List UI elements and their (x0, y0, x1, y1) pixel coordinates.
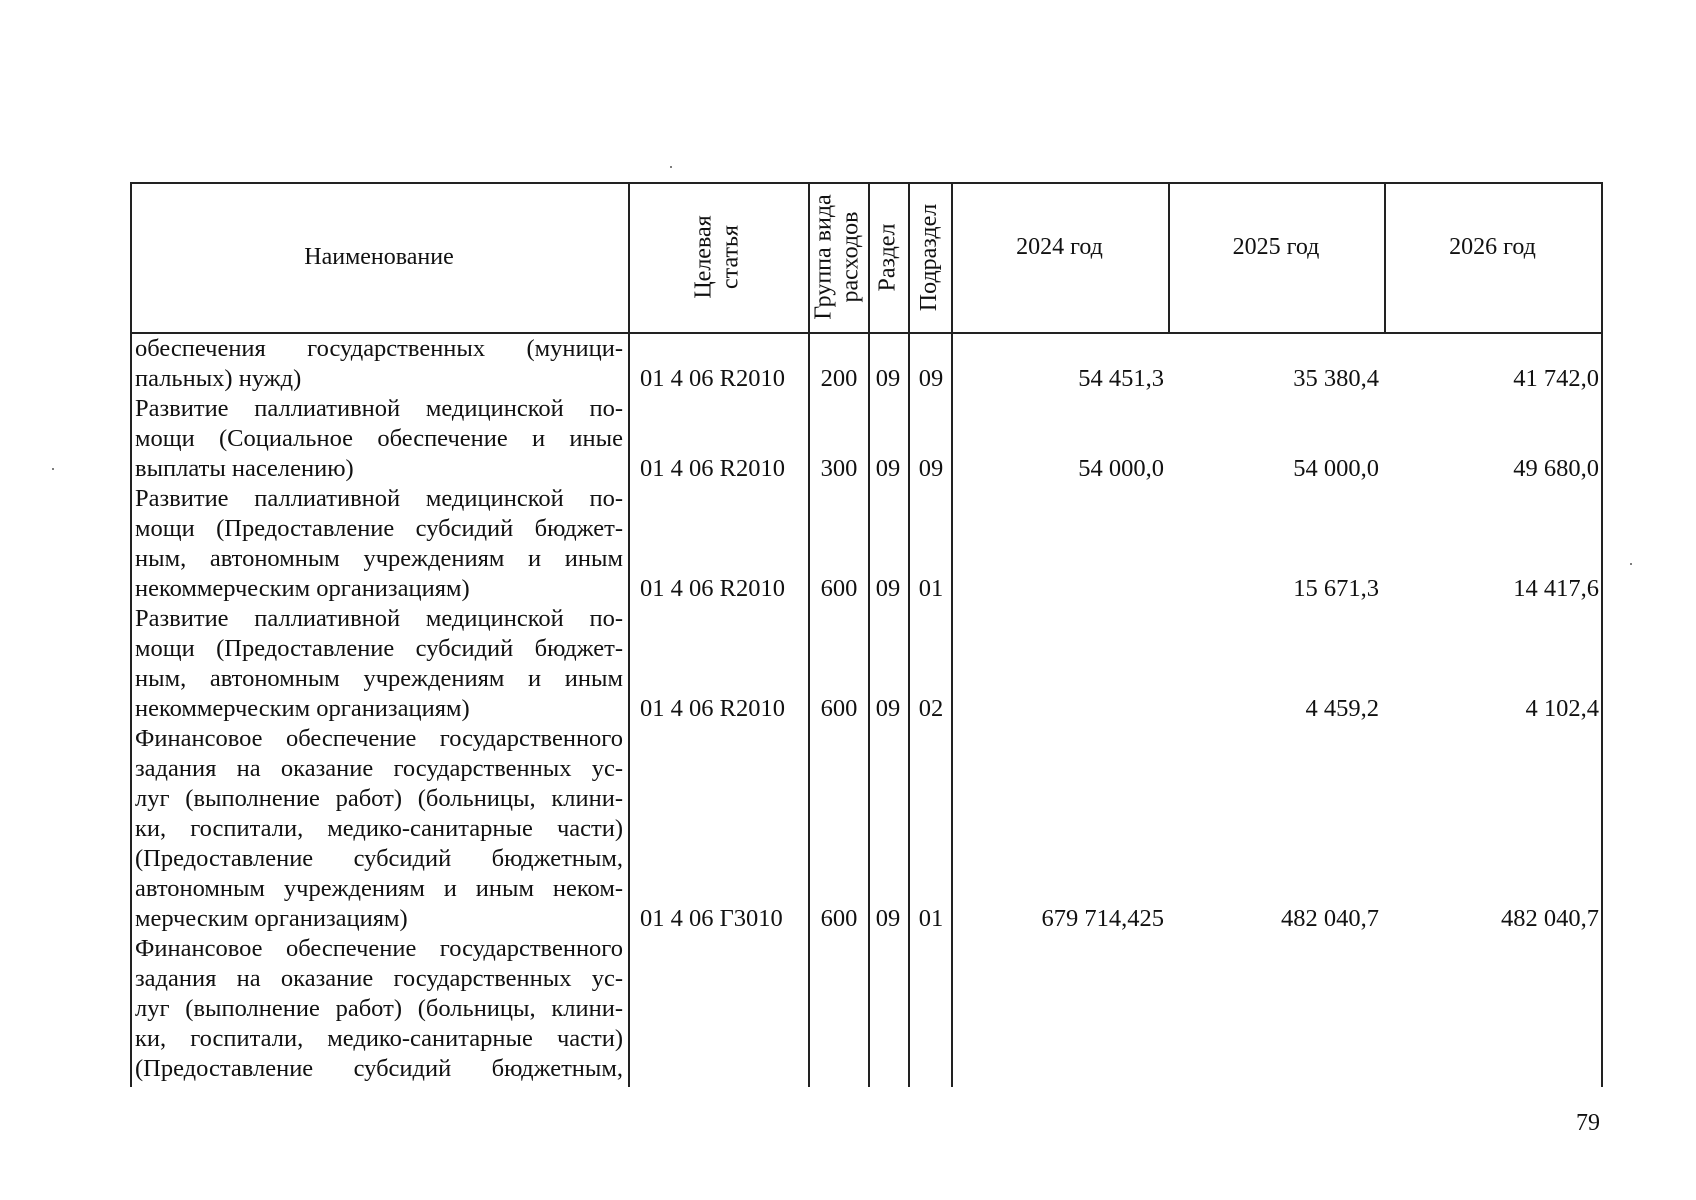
cell-2026: 14 417,6 (1513, 575, 1599, 602)
name-line: (Предоставление субсидий бюджетным, (135, 845, 623, 872)
cell-2026: 482 040,7 (1501, 905, 1599, 932)
cell-subsection: 09 (918, 455, 944, 482)
name-line: мощи (Предоставление субсидий бюджет- (135, 635, 623, 662)
table-row-name (135, 724, 623, 934)
header-target-article-line2: статья (717, 225, 744, 289)
header-expense-group-line1: Группа вида (811, 194, 837, 320)
name-line: мощи (Социальное обеспечение и иные (135, 425, 623, 452)
cell-section: 09 (875, 695, 901, 722)
table-row-name (135, 484, 623, 604)
name-line: задания на оказание государственных ус- (135, 755, 623, 782)
header-2026 (1384, 182, 1601, 312)
table-row-name (135, 604, 623, 724)
cell-section: 09 (875, 455, 901, 482)
name-line: пальных) нужд) (135, 365, 302, 392)
header-2026-text: 2026 год (1449, 234, 1536, 260)
header-expense-group-line2: расходов (838, 211, 864, 303)
cell-expense-group: 300 (820, 455, 858, 482)
header-target-article-line1: Целевая (690, 215, 717, 299)
name-line: Финансовое обеспечение государственного (135, 725, 623, 752)
cell-2025: 482 040,7 (1281, 905, 1379, 932)
name-line: (Предоставление субсидий бюджетным, (135, 1055, 623, 1082)
table-row-name (135, 394, 623, 484)
cell-section: 09 (875, 905, 901, 932)
header-subsection (908, 182, 951, 332)
name-line: автономным учреждениям и иным неком- (135, 875, 623, 902)
cell-expense-group: 600 (820, 905, 858, 932)
name-line: Финансовое обеспечение государственного (135, 935, 623, 962)
name-line: задания на оказание государственных ус- (135, 965, 623, 992)
name-line: некоммерческим организациям) (135, 695, 470, 722)
cell-2026: 49 680,0 (1513, 455, 1599, 482)
cell-2024: 679 714,425 (1041, 905, 1164, 932)
cell-2026: 41 742,0 (1513, 365, 1599, 392)
name-line: Развитие паллиативной медицинской по- (135, 605, 623, 632)
budget-table (130, 182, 1603, 1087)
name-line: мощи (Предоставление субсидий бюджет- (135, 515, 623, 542)
cell-subsection: 09 (918, 365, 944, 392)
header-2025-text: 2025 год (1232, 234, 1320, 260)
name-line: Развитие паллиативной медицинской по- (135, 395, 623, 422)
cell-2026: 4 102,4 (1525, 695, 1599, 722)
header-name-text: Наименование (304, 244, 454, 270)
cell-target-article: 01 4 06 R2010 (640, 695, 785, 722)
table-row-name (135, 334, 623, 394)
cell-subsection: 02 (918, 695, 944, 722)
name-line: ным, автономным учреждениям и иным (135, 545, 623, 572)
cell-section: 09 (875, 365, 901, 392)
header-expense-group (808, 182, 868, 332)
cell-target-article: 01 4 06 R2010 (640, 575, 785, 602)
name-line: мерческим организациям) (135, 905, 408, 932)
name-line: ным, автономным учреждениям и иным (135, 665, 623, 692)
name-line: ки, госпитали, медико-санитарные части) (135, 815, 623, 842)
name-line: выплаты населению) (135, 455, 354, 482)
header-2024 (951, 182, 1168, 312)
name-line: обеспечения государственных (муници- (135, 335, 623, 362)
header-name (130, 182, 628, 332)
header-section-text: Раздел (874, 223, 901, 291)
scan-speck (670, 166, 672, 168)
table-right-border (1601, 182, 1603, 1087)
cell-expense-group: 200 (820, 365, 858, 392)
cell-target-article: 01 4 06 R2010 (640, 365, 785, 392)
cell-subsection: 01 (918, 905, 944, 932)
cell-2024: 54 000,0 (1078, 455, 1164, 482)
cell-2025: 54 000,0 (1293, 455, 1379, 482)
name-line: некоммерческим организациям) (135, 575, 470, 602)
cell-target-article: 01 4 06 R2010 (640, 455, 785, 482)
name-line: ки, госпитали, медико-санитарные части) (135, 1025, 623, 1052)
cell-subsection: 01 (918, 575, 944, 602)
page-number: 79 (1576, 1110, 1600, 1136)
header-target-article (628, 182, 808, 332)
header-subsection-text: Подраздел (916, 203, 943, 311)
col-divider-subsection (951, 182, 953, 1087)
header-2025 (1168, 182, 1384, 312)
cell-expense-group: 600 (820, 575, 858, 602)
cell-target-article: 01 4 06 Г3010 (640, 905, 783, 932)
header-2024-text: 2024 год (1016, 234, 1103, 260)
cell-section: 09 (875, 575, 901, 602)
cell-2025: 15 671,3 (1293, 575, 1379, 602)
scan-speck (52, 468, 54, 470)
name-line: луг (выполнение работ) (больницы, клини- (135, 785, 623, 812)
name-line: луг (выполнение работ) (больницы, клини- (135, 995, 623, 1022)
cell-2025: 4 459,2 (1305, 695, 1379, 722)
cell-2024: 54 451,3 (1078, 365, 1164, 392)
scan-speck (1630, 563, 1632, 565)
table-row-name (135, 934, 623, 1084)
cell-2025: 35 380,4 (1293, 365, 1379, 392)
header-section (868, 182, 908, 332)
cell-expense-group: 600 (820, 695, 858, 722)
name-line: Развитие паллиативной медицинской по- (135, 485, 623, 512)
